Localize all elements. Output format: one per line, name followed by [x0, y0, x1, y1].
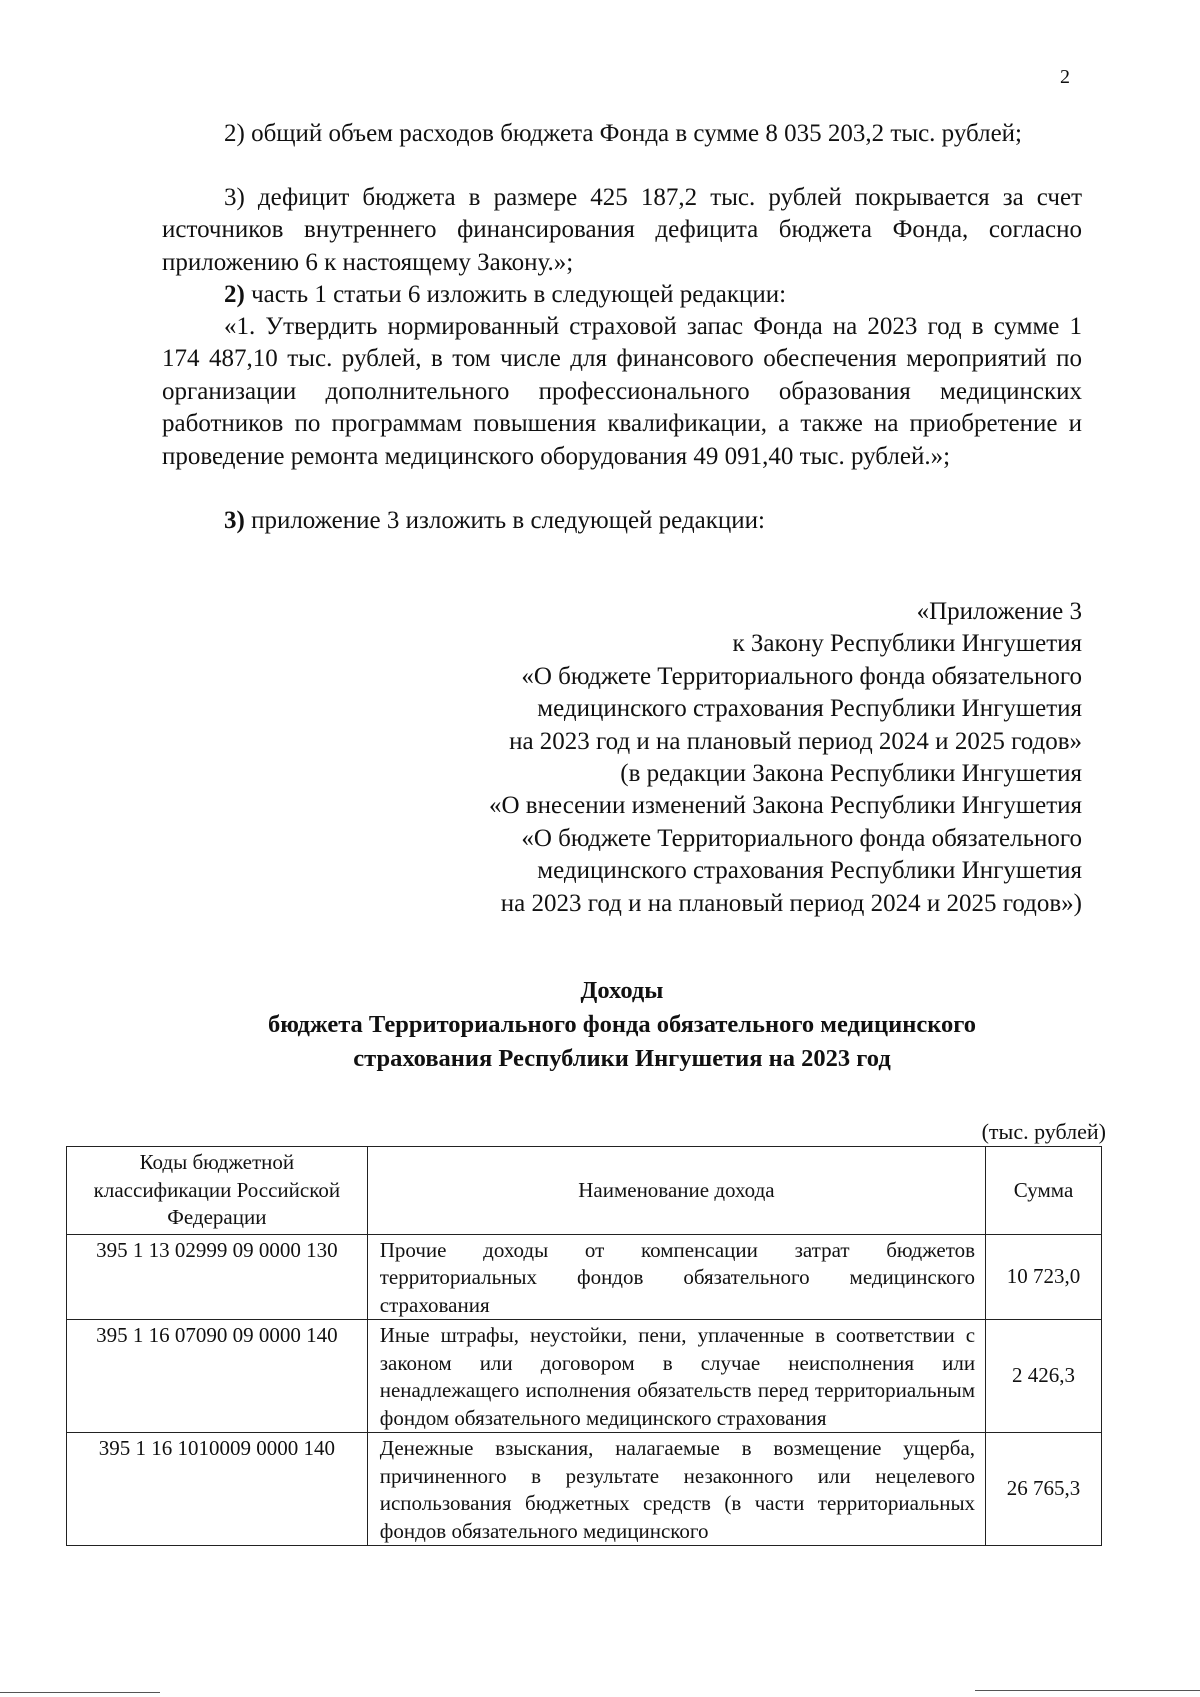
appendix-heading — [489, 596, 1082, 920]
appendix-line: на 2023 год и на плановый период 2024 и 2025 годов» — [509, 727, 1082, 755]
appendix-line: медицинского страхования Республики Ингушетия — [537, 857, 1082, 885]
appendix-line: «О бюджете Территориального фонда обязательного — [521, 662, 1082, 690]
paragraph-deficit — [162, 182, 1082, 279]
table-row — [67, 1234, 1102, 1320]
paragraph-expenses — [162, 118, 1082, 150]
appendix-line: «О внесении изменений Закона Республики Ингушетия — [489, 792, 1082, 820]
appendix-line: «Приложение 3 — [916, 598, 1082, 625]
header-income-name: Наименование дохода — [367, 1147, 985, 1235]
item-number-3: 3) — [224, 507, 245, 534]
title-line: бюджета Территориального фонда обязательного медицинского — [267, 1011, 977, 1038]
header-amount: Сумма — [986, 1147, 1102, 1235]
row-income-name: Иные штрафы, неустойки, пени, уплаченные в соответствии с законом или договором в случае неисполнения или ненадлежащего исполнения обязательств перед территориальным фондом обязательного медицинского страхования — [367, 1320, 985, 1433]
row-income-name: Прочие доходы от компенсации затрат бюджетов территориальных фондов обязательного медицинского страхования — [367, 1234, 985, 1320]
scan-artifact-line — [975, 1690, 1200, 1691]
units-label: (тыс. рублей) — [981, 1119, 1106, 1144]
row-code: 395 1 13 02999 09 0000 130 — [67, 1234, 368, 1320]
paragraph-amend-article-6-text: часть 1 статьи 6 изложить в следующей редакции: — [244, 281, 787, 308]
appendix-line: «О бюджете Территориального фонда обязательного — [521, 824, 1082, 852]
table-row — [67, 1320, 1102, 1433]
appendix-line: к Закону Республики Ингушетия — [732, 630, 1082, 658]
title-line: Доходы — [580, 977, 664, 1004]
income-table — [66, 1146, 1102, 1546]
appendix-line: (в редакции Закона Республики Ингушетия — [620, 760, 1082, 788]
appendix-line: медицинского страхования Республики Ингушетия — [537, 695, 1082, 723]
table-row — [67, 1433, 1102, 1546]
document-title — [150, 974, 1094, 1076]
paragraph-expenses-text: 2) общий объем расходов бюджета Фонда в сумме 8 035 203,2 тыс. рублей; — [224, 120, 1022, 147]
row-code: 395 1 16 07090 09 0000 140 — [67, 1320, 368, 1433]
paragraph-amend-article-6 — [162, 279, 1082, 311]
row-amount: 26 765,3 — [986, 1433, 1102, 1546]
row-code: 395 1 16 1010009 0000 140 — [67, 1433, 368, 1546]
paragraph-deficit-text: 3) дефицит бюджета в размере 425 187,2 тыс. рублей покрывается за счет источников внутреннего финансирования дефицита бюджета Фонда, согласно приложению 6 к настоящему Закону.»; — [162, 184, 1082, 276]
scan-artifact-line — [0, 1692, 160, 1693]
paragraph-amend-appendix-3-text: приложение 3 изложить в следующей редакции: — [244, 507, 765, 534]
header-codes: Коды бюджетной классификации Российской Федерации — [67, 1147, 368, 1235]
row-amount: 2 426,3 — [986, 1320, 1102, 1433]
appendix-line: на 2023 год и на плановый период 2024 и 2025 годов») — [500, 889, 1082, 917]
title-line: страхования Республики Ингушетия на 2023 год — [353, 1045, 891, 1072]
paragraph-insurance-reserve — [162, 311, 1082, 473]
table-header-row — [67, 1147, 1102, 1235]
paragraph-insurance-reserve-text: «1. Утвердить нормированный страховой запас Фонда на 2023 год в сумме 1 174 487,10 тыс. рублей, в том числе для финансового обеспечения мероприятий по организации дополнительного профессионального образования медицинских работников по программам повышения квалификации, а также на приобретение и проведение ремонта медицинского оборудования 49 091,40 тыс. рублей.»; — [162, 313, 1082, 470]
paragraph-amend-appendix-3 — [162, 505, 1082, 537]
row-income-name: Денежные взыскания, налагаемые в возмещение ущерба, причиненного в результате незаконного или нецелевого использования бюджетных средств (в части территориальных фондов обязательного медицинского — [367, 1433, 985, 1546]
item-number-2: 2) — [224, 281, 245, 308]
row-amount: 10 723,0 — [986, 1234, 1102, 1320]
page-number: 2 — [1060, 66, 1070, 88]
